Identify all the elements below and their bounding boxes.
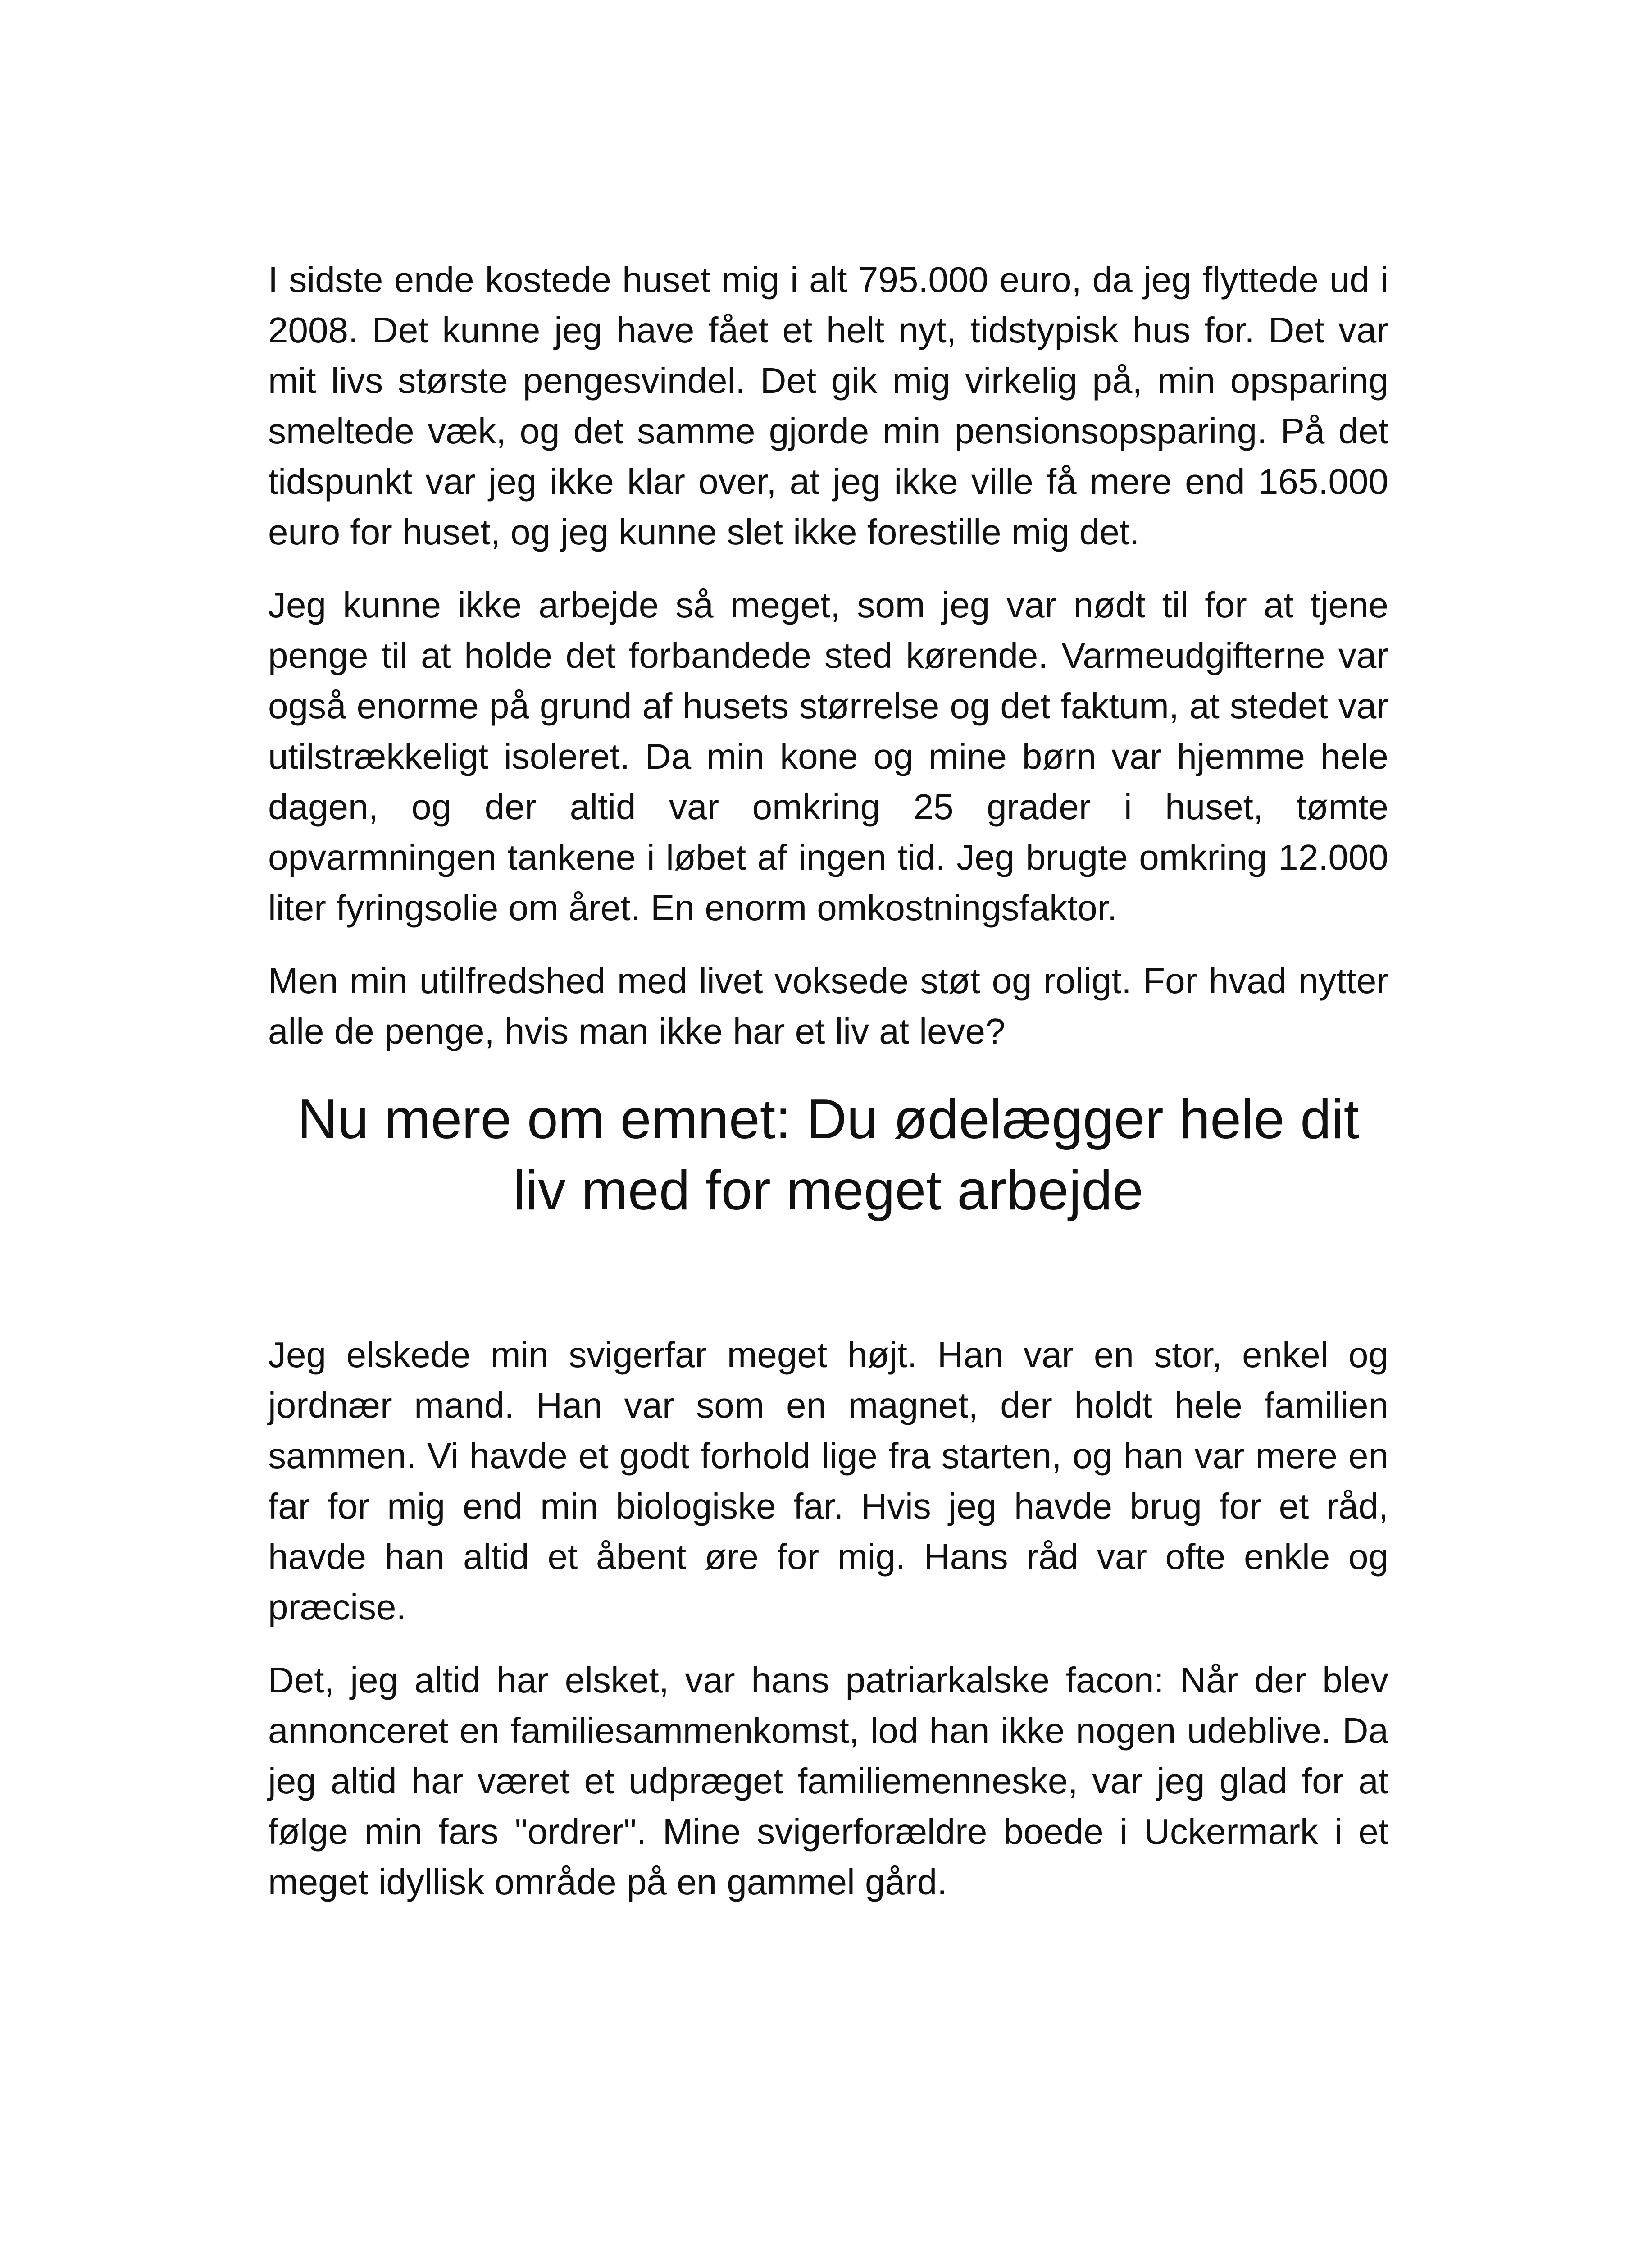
- paragraph-house-cost: I sidste ende kostede huset mig i alt 795.000 euro, da jeg flyttede ud i 2008. Det kunne jeg have fået et helt nyt, tidstypisk hus for. Det var mit livs største pengesvindel. Det gik mig virkelig på, min opsparing smeltede væk, og det samme gjorde min pensionsopsparing. På det tidspunkt var jeg ikke klar over, at jeg ikke ville få mere end 165.000 euro for huset, og jeg kunne slet ikke forestille mig det.: [268, 260, 1388, 552]
- page-content: [268, 255, 1388, 1930]
- paragraph-heating-costs: Jeg kunne ikke arbejde så meget, som jeg var nødt til for at tjene penge til at holde det forbandede sted kørende. Varmeudgifterne var også enorme på grund af husets størrelse og det faktum, at stedet var utilstrækkeligt isoleret. Da min kone og mine børn var hjemme hele dagen, og der altid var omkring 25 grader i huset, tømte opvarmningen tankene i løbet af ingen tid. Jeg brugte omkring 12.000 liter fyringsolie om året. En enorm omkostningsfaktor.: [268, 585, 1388, 928]
- paragraph-family-gatherings: Det, jeg altid har elsket, var hans patriarkalske facon: Når der blev annonceret en familiesammenkomst, lod han ikke nogen udeblive. Da jeg altid har været et udpræget familiemenneske, var jeg glad for at følge min fars "ordrer". Mine svigerforældre boede i Uckermark i et meget idyllisk område på en gammel gård.: [268, 1660, 1388, 1902]
- section-heading: Nu mere om emnet: Du ødelægger hele dit liv med for meget arbejde: [297, 1088, 1360, 1222]
- paragraph-father-in-law: Jeg elskede min svigerfar meget højt. Han var en stor, enkel og jordnær mand. Han var som en magnet, der holdt hele familien sammen. Vi havde et godt forhold lige fra starten, og han var mere en far for mig end min biologiske far. Hvis jeg havde brug for et råd, havde han altid et åbent øre for mig. Hans råd var ofte enkle og præcise.: [268, 1335, 1388, 1627]
- paragraph-dissatisfaction: Men min utilfredshed med livet voksede støt og roligt. For hvad nytter alle de penge, hvis man ikke har et liv at leve?: [268, 961, 1388, 1051]
